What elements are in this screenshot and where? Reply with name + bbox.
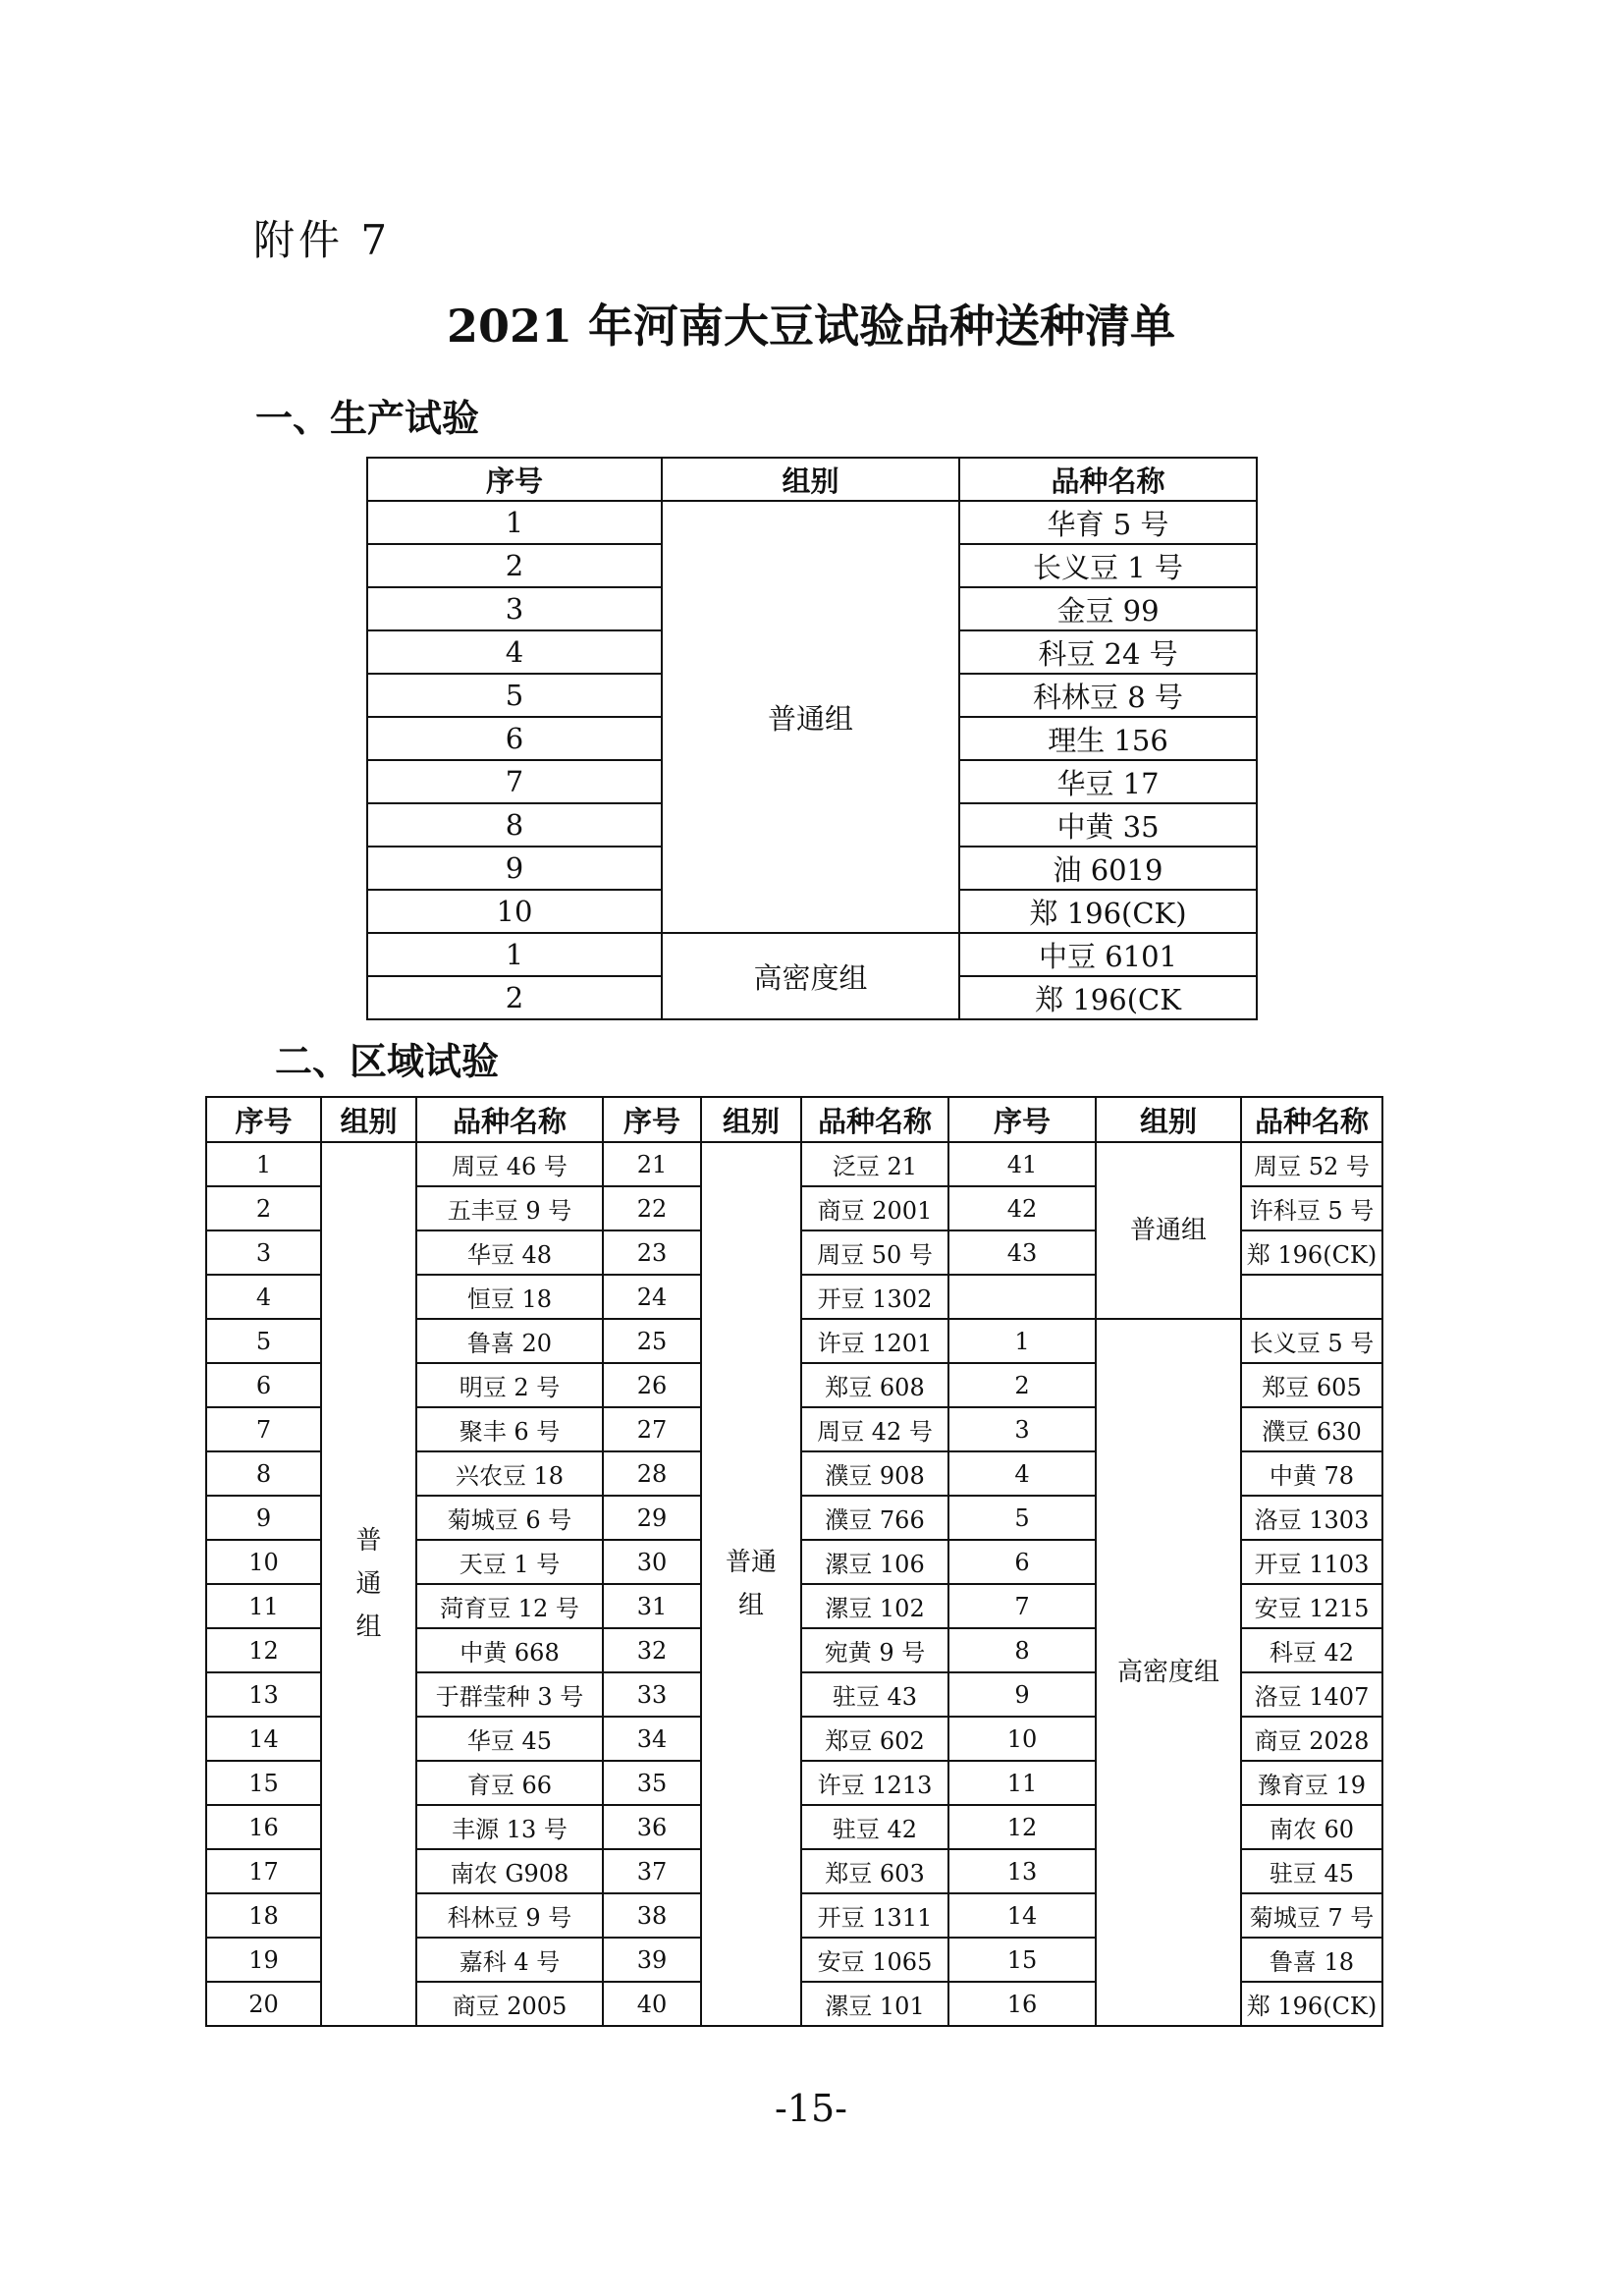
variety-name: 周豆 46 号 [416,1142,603,1186]
variety-name: 豫育豆 19 [1241,1761,1382,1805]
serial-number: 16 [948,1982,1096,2026]
page-number: -15- [774,2087,848,2130]
variety-name: 开豆 1302 [801,1275,948,1319]
serial-number: 15 [206,1761,321,1805]
serial-number: 37 [603,1849,701,1893]
serial-number: 39 [603,1938,701,1982]
variety-name: 聚丰 6 号 [416,1407,603,1451]
variety-name: 科林豆 9 号 [416,1893,603,1938]
variety-name: 濮豆 908 [801,1451,948,1496]
serial-number: 10 [948,1717,1096,1761]
serial-number: 21 [603,1142,701,1186]
empty-cell [948,1275,1096,1319]
attachment-label: 附件 7 [253,216,392,264]
serial-number: 41 [948,1142,1096,1186]
serial-number: 40 [603,1982,701,2026]
table-header-row [206,1097,1382,1142]
variety-name: 漯豆 102 [801,1584,948,1628]
variety-name: 中黄 78 [1241,1451,1382,1496]
serial-number: 2 [367,544,662,587]
group-name: 高密度组 [662,933,959,1019]
variety-name: 华豆 45 [416,1717,603,1761]
column-header: 序号 [206,1097,321,1142]
variety-name: 华育 5 号 [959,501,1257,544]
serial-number: 28 [603,1451,701,1496]
variety-name: 华豆 48 [416,1230,603,1275]
column-header: 品种名称 [801,1097,948,1142]
group-name: 普通组 [662,501,959,933]
variety-name: 南农 60 [1241,1805,1382,1849]
serial-number: 22 [603,1186,701,1230]
serial-number: 36 [603,1805,701,1849]
serial-number: 4 [367,630,662,674]
variety-name: 周豆 42 号 [801,1407,948,1451]
serial-number: 8 [948,1628,1096,1672]
variety-name: 恒豆 18 [416,1275,603,1319]
variety-name: 金豆 99 [959,587,1257,630]
variety-name: 菏育豆 12 号 [416,1584,603,1628]
column-header: 组别 [662,458,959,501]
variety-name: 长义豆 1 号 [959,544,1257,587]
variety-name: 洛豆 1407 [1241,1672,1382,1717]
serial-number: 6 [367,717,662,760]
serial-number: 1 [948,1319,1096,1363]
variety-name: 鲁喜 18 [1241,1938,1382,1982]
variety-name: 于群莹种 3 号 [416,1672,603,1717]
serial-number: 15 [948,1938,1096,1982]
section1-heading: 一、生产试验 [255,396,480,440]
column-header: 品种名称 [416,1097,603,1142]
serial-number: 17 [206,1849,321,1893]
variety-name: 开豆 1311 [801,1893,948,1938]
variety-name: 洛豆 1303 [1241,1496,1382,1540]
serial-number: 34 [603,1717,701,1761]
variety-name: 商豆 2001 [801,1186,948,1230]
variety-name: 鲁喜 20 [416,1319,603,1363]
variety-name: 丰源 13 号 [416,1805,603,1849]
variety-name: 周豆 52 号 [1241,1142,1382,1186]
variety-name: 开豆 1103 [1241,1540,1382,1584]
variety-name: 驻豆 43 [801,1672,948,1717]
serial-number: 5 [367,674,662,717]
serial-number: 6 [206,1363,321,1407]
variety-name: 天豆 1 号 [416,1540,603,1584]
serial-number: 8 [206,1451,321,1496]
serial-number: 24 [603,1275,701,1319]
variety-name: 商豆 2005 [416,1982,603,2026]
table-header-row [367,458,1257,501]
column-header: 序号 [367,458,662,501]
serial-number: 9 [948,1672,1096,1717]
variety-name: 郑豆 603 [801,1849,948,1893]
serial-number: 5 [206,1319,321,1363]
empty-cell [1241,1275,1382,1319]
document-title: 2021 年河南大豆试验品种送种清单 [446,300,1176,353]
group-name: 普通组 [1096,1142,1241,1319]
serial-number: 3 [367,587,662,630]
variety-name: 郑 196(CK) [1241,1230,1382,1275]
variety-name: 漯豆 101 [801,1982,948,2026]
serial-number: 7 [206,1407,321,1451]
serial-number: 12 [948,1805,1096,1849]
variety-name: 郑豆 608 [801,1363,948,1407]
column-header: 品种名称 [1241,1097,1382,1142]
serial-number: 29 [603,1496,701,1540]
variety-name: 兴农豆 18 [416,1451,603,1496]
serial-number: 10 [367,890,662,933]
serial-number: 6 [948,1540,1096,1584]
variety-name: 郑 196(CK [959,976,1257,1019]
group-name: 高密度组 [1096,1319,1241,2026]
group-name: 普通组 [701,1142,801,2026]
serial-number: 2 [206,1186,321,1230]
variety-name: 安豆 1215 [1241,1584,1382,1628]
serial-number: 35 [603,1761,701,1805]
serial-number: 11 [206,1584,321,1628]
variety-name: 华豆 17 [959,760,1257,803]
production-trial-table [366,457,1258,1020]
variety-name: 明豆 2 号 [416,1363,603,1407]
variety-name: 许豆 1213 [801,1761,948,1805]
variety-name: 郑豆 605 [1241,1363,1382,1407]
serial-number: 20 [206,1982,321,2026]
serial-number: 19 [206,1938,321,1982]
serial-number: 14 [206,1717,321,1761]
variety-name: 嘉科 4 号 [416,1938,603,1982]
serial-number: 3 [948,1407,1096,1451]
variety-name: 中黄 35 [959,803,1257,847]
variety-name: 宛黄 9 号 [801,1628,948,1672]
serial-number: 23 [603,1230,701,1275]
variety-name: 南农 G908 [416,1849,603,1893]
serial-number: 18 [206,1893,321,1938]
variety-name: 周豆 50 号 [801,1230,948,1275]
serial-number: 31 [603,1584,701,1628]
serial-number: 33 [603,1672,701,1717]
serial-number: 3 [206,1230,321,1275]
variety-name: 郑豆 602 [801,1717,948,1761]
serial-number: 9 [206,1496,321,1540]
serial-number: 2 [948,1363,1096,1407]
serial-number: 11 [948,1761,1096,1805]
serial-number: 7 [367,760,662,803]
column-header: 品种名称 [959,458,1257,501]
variety-name: 安豆 1065 [801,1938,948,1982]
variety-name: 科豆 24 号 [959,630,1257,674]
variety-name: 中黄 668 [416,1628,603,1672]
group-name: 普通组 [321,1142,416,2026]
serial-number: 13 [206,1672,321,1717]
serial-number: 1 [367,501,662,544]
serial-number: 30 [603,1540,701,1584]
variety-name: 郑 196(CK) [959,890,1257,933]
serial-number: 43 [948,1230,1096,1275]
serial-number: 25 [603,1319,701,1363]
table-row [367,501,1257,544]
column-header: 组别 [701,1097,801,1142]
column-header: 组别 [321,1097,416,1142]
variety-name: 长义豆 5 号 [1241,1319,1382,1363]
serial-number: 5 [948,1496,1096,1540]
variety-name: 驻豆 42 [801,1805,948,1849]
variety-name: 商豆 2028 [1241,1717,1382,1761]
variety-name: 中豆 6101 [959,933,1257,976]
serial-number: 4 [948,1451,1096,1496]
table-row [206,1142,1382,1186]
serial-number: 13 [948,1849,1096,1893]
variety-name: 许豆 1201 [801,1319,948,1363]
column-header: 序号 [948,1097,1096,1142]
serial-number: 16 [206,1805,321,1849]
variety-name: 菊城豆 6 号 [416,1496,603,1540]
variety-name: 科林豆 8 号 [959,674,1257,717]
serial-number: 4 [206,1275,321,1319]
variety-name: 濮豆 766 [801,1496,948,1540]
serial-number: 27 [603,1407,701,1451]
table-row [367,933,1257,976]
column-header: 组别 [1096,1097,1241,1142]
regional-trial-table [205,1096,1383,2027]
serial-number: 26 [603,1363,701,1407]
variety-name: 油 6019 [959,847,1257,890]
serial-number: 38 [603,1893,701,1938]
variety-name: 理生 156 [959,717,1257,760]
column-header: 序号 [603,1097,701,1142]
variety-name: 郑 196(CK) [1241,1982,1382,2026]
serial-number: 10 [206,1540,321,1584]
serial-number: 9 [367,847,662,890]
serial-number: 32 [603,1628,701,1672]
variety-name: 濮豆 630 [1241,1407,1382,1451]
serial-number: 14 [948,1893,1096,1938]
serial-number: 7 [948,1584,1096,1628]
variety-name: 菊城豆 7 号 [1241,1893,1382,1938]
serial-number: 42 [948,1186,1096,1230]
section2-heading: 二、区域试验 [275,1039,500,1083]
serial-number: 2 [367,976,662,1019]
serial-number: 1 [206,1142,321,1186]
variety-name: 科豆 42 [1241,1628,1382,1672]
serial-number: 8 [367,803,662,847]
variety-name: 育豆 66 [416,1761,603,1805]
variety-name: 泛豆 21 [801,1142,948,1186]
serial-number: 12 [206,1628,321,1672]
serial-number: 1 [367,933,662,976]
variety-name: 驻豆 45 [1241,1849,1382,1893]
variety-name: 五丰豆 9 号 [416,1186,603,1230]
variety-name: 许科豆 5 号 [1241,1186,1382,1230]
variety-name: 漯豆 106 [801,1540,948,1584]
